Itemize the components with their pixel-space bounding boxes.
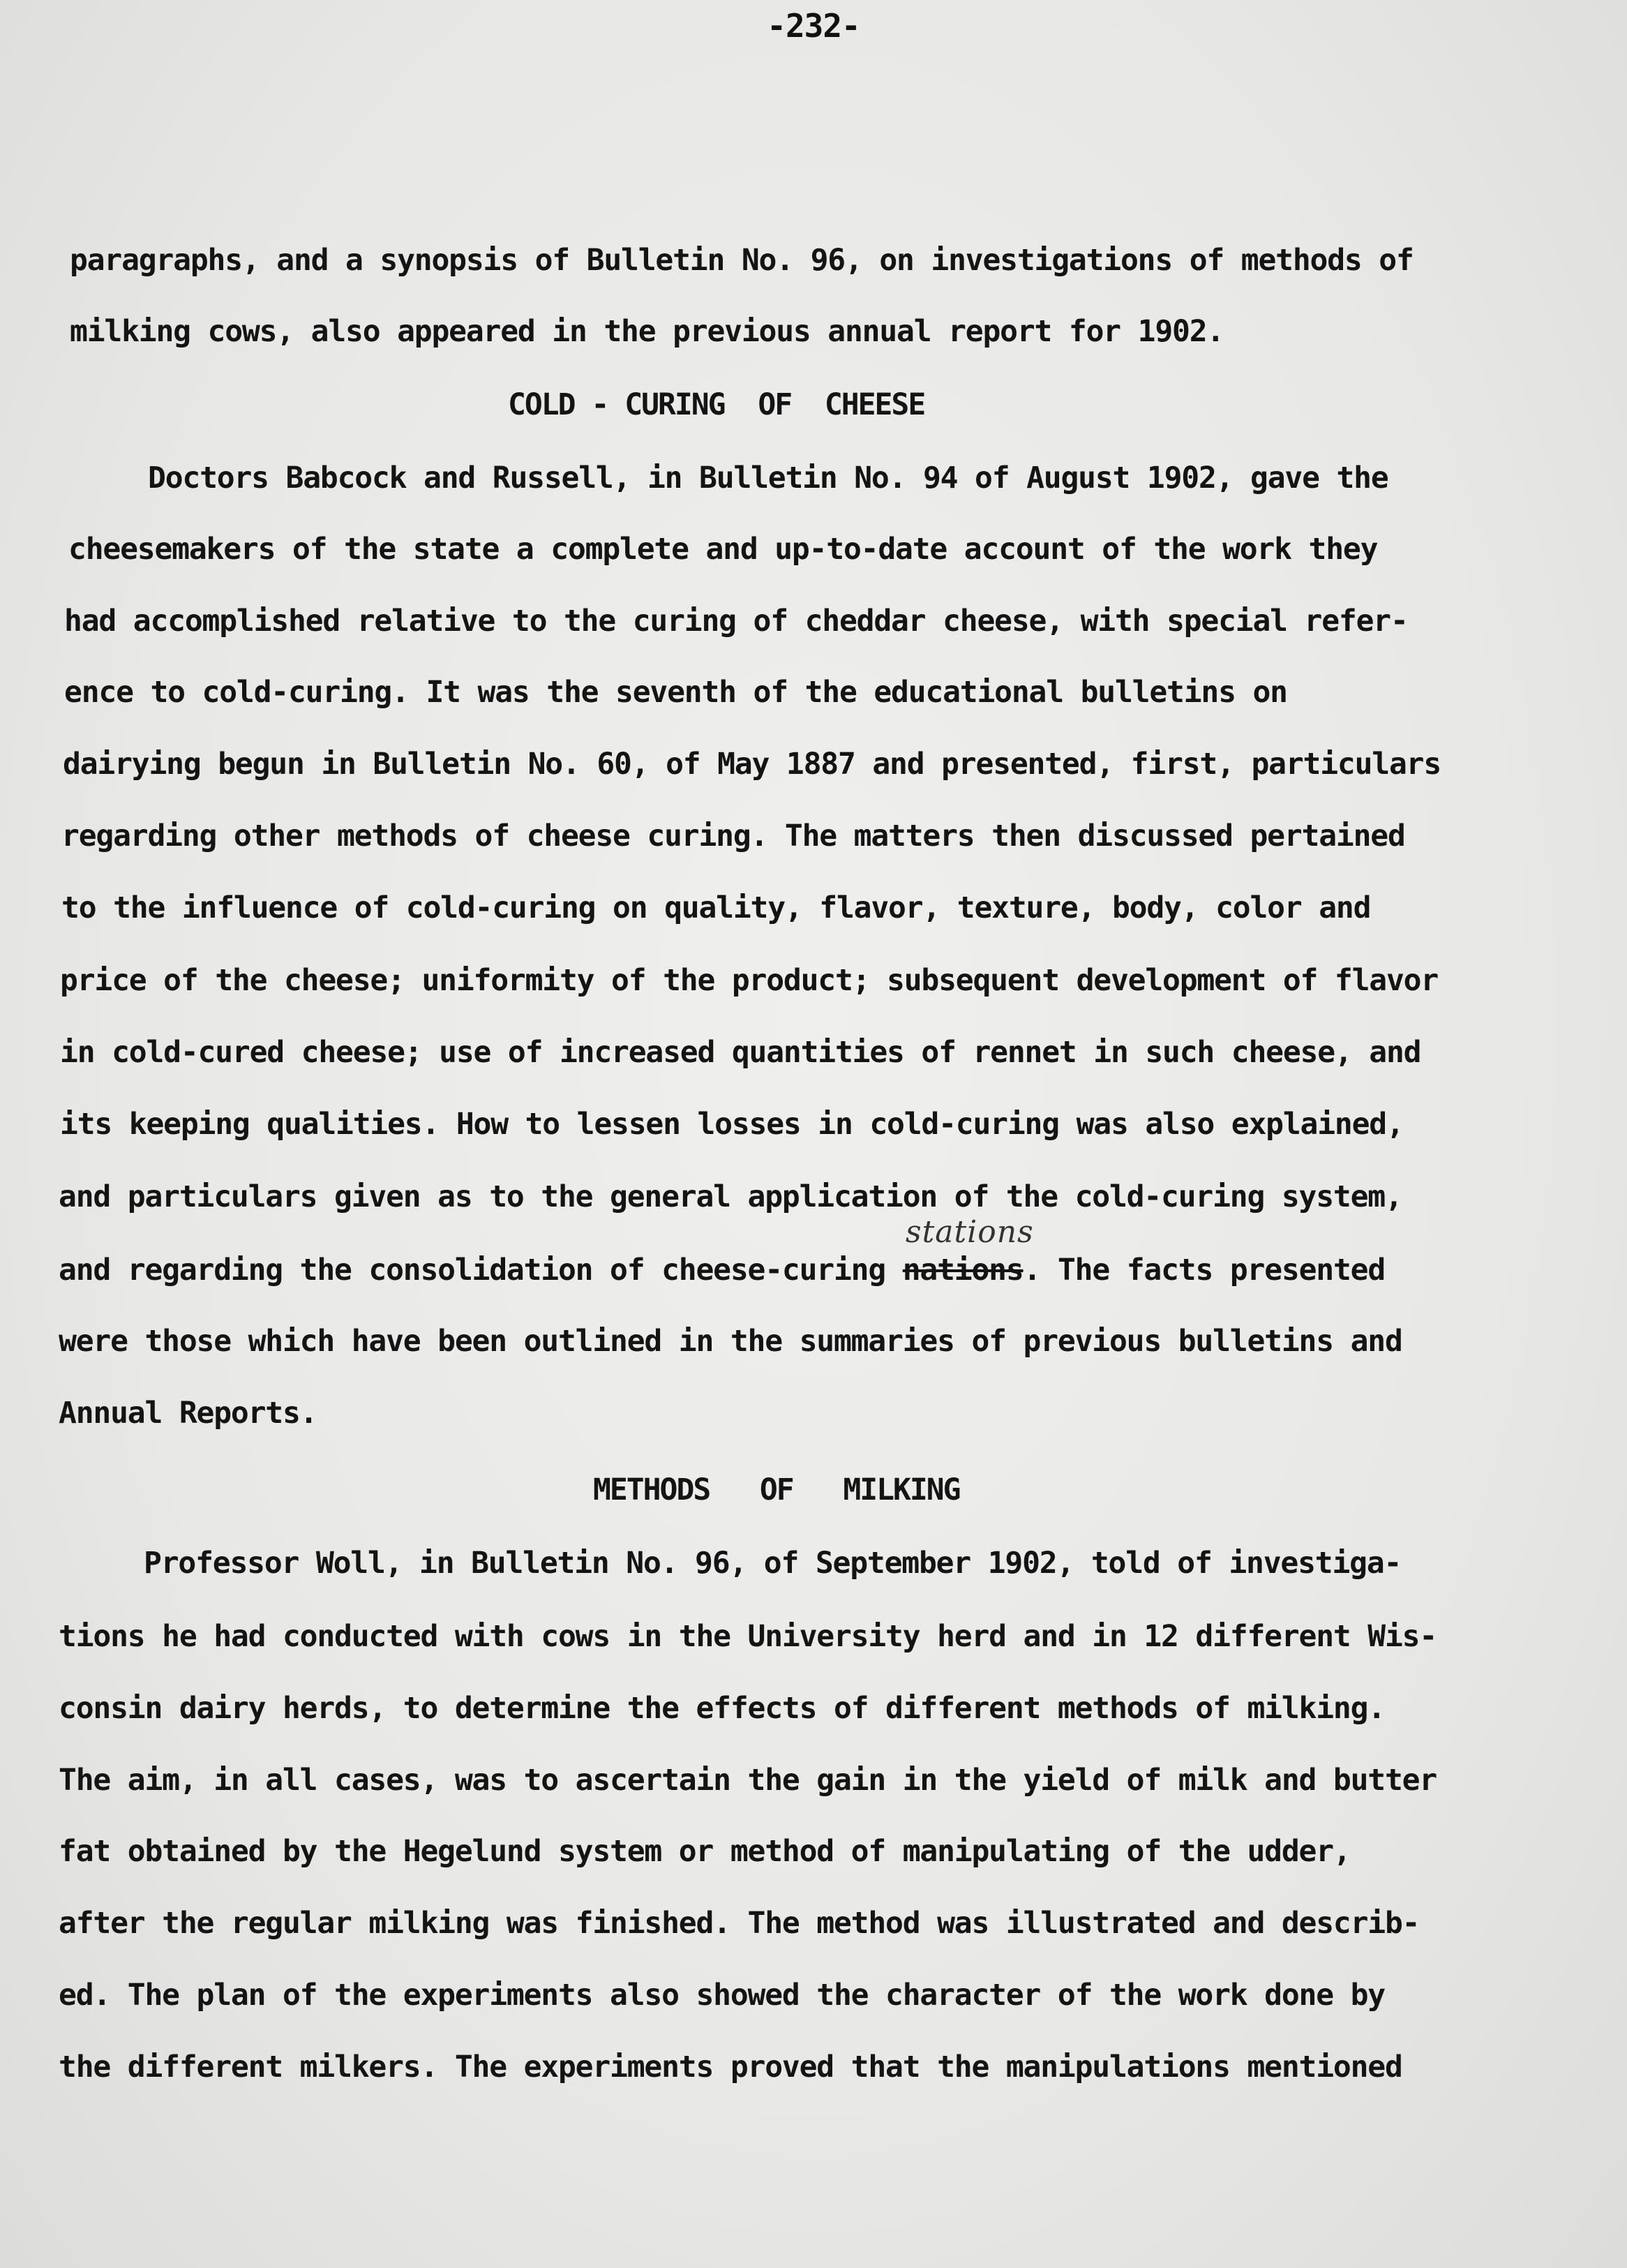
text-line: ence to cold-curing. It was the seventh of the educational bulletins on	[64, 675, 1287, 710]
text-line: to the influence of cold-curing on quality, flavor, texture, body, color and	[61, 890, 1371, 925]
text-line: Professor Woll, in Bulletin No. 96, of September 1902, told of investiga-	[144, 1546, 1402, 1581]
text-line: Annual Reports.	[59, 1396, 317, 1431]
text-line: fat obtained by the Hegelund system or method of manipulating of the udder,	[59, 1834, 1351, 1869]
text-line: the different milkers. The experiments proved that the manipulations mentioned	[59, 2050, 1402, 2084]
handwritten-correction: stations	[906, 1214, 1034, 1250]
text-line-with-correction	[59, 1253, 1385, 1288]
struck-word: nations	[902, 1253, 1024, 1288]
section-heading-cold-curing: COLD - CURING OF CHEESE	[508, 387, 925, 422]
text-line: in cold-cured cheese; use of increased quantities of rennet in such cheese, and	[60, 1035, 1421, 1070]
text-line: consin dairy herds, to determine the effects of different methods of milking.	[59, 1691, 1385, 1726]
text-line: milking cows, also appeared in the previous annual report for 1902.	[70, 314, 1224, 349]
text-line: cheesemakers of the state a complete and up-to-date account of the work they	[68, 532, 1378, 567]
text-line: after the regular milking was finished. The method was illustrated and describ-	[59, 1906, 1420, 1941]
correction-before: and regarding the consolidation of cheese-curing	[59, 1253, 903, 1288]
section-heading-methods-of-milking: METHODS OF MILKING	[593, 1472, 960, 1507]
text-line: dairying begun in Bulletin No. 60, of May 1887 and presented, first, particulars	[63, 747, 1441, 782]
text-line: its keeping qualities. How to lessen losses in cold-curing was also explained,	[60, 1107, 1404, 1142]
text-line: The aim, in all cases, was to ascertain the gain in the yield of milk and butter	[59, 1763, 1437, 1798]
text-line: and particulars given as to the general application of the cold-curing system,	[59, 1179, 1402, 1214]
text-line: Doctors Babcock and Russell, in Bulletin No. 94 of August 1902, gave the	[148, 461, 1388, 495]
correction-after: . The facts presented	[1023, 1253, 1386, 1288]
text-line: regarding other methods of cheese curing. The matters then discussed pertained	[61, 819, 1405, 853]
text-line: paragraphs, and a synopsis of Bulletin No. 96, on investigations of methods of	[70, 243, 1414, 278]
text-line: were those which have been outlined in the summaries of previous bulletins and	[59, 1324, 1402, 1359]
text-line: had accomplished relative to the curing of cheddar cheese, with special refer-	[64, 604, 1408, 639]
text-line: price of the cheese; uniformity of the product; subsequent development of flavor	[60, 963, 1439, 998]
page-number: -232-	[767, 7, 860, 45]
text-line: ed. The plan of the experiments also showed the character of the work done by	[59, 1978, 1385, 2013]
text-line: tions he had conducted with cows in the University herd and in 12 different Wis-	[59, 1619, 1437, 1654]
